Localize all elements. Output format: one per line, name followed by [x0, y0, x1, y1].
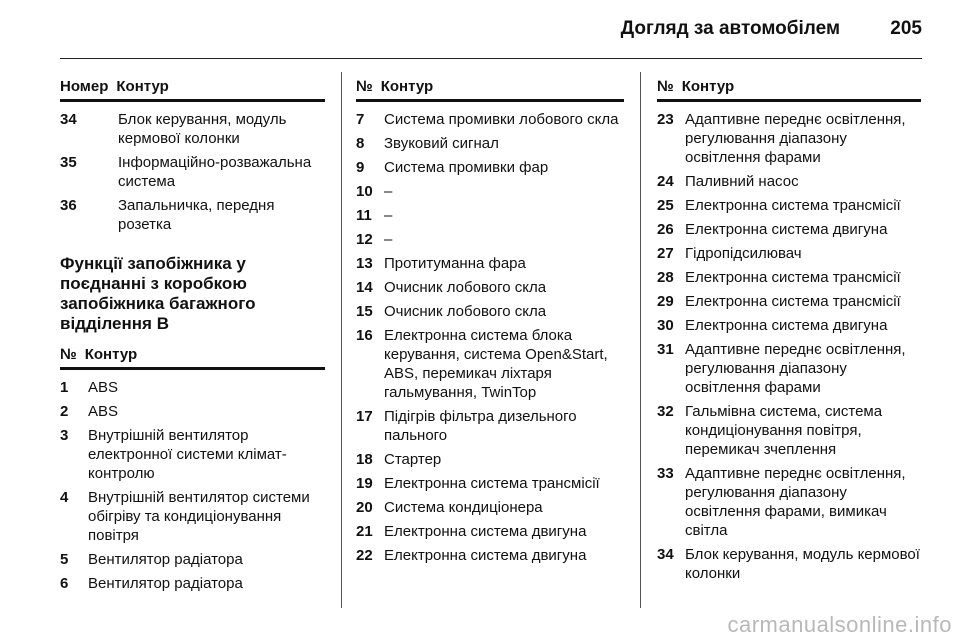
fuse-number: 4 [60, 489, 69, 506]
circuit-description: Очисник лобового скла [384, 303, 547, 320]
circuit-description: Інформаційно-розважальна система [118, 154, 312, 190]
column-1 [60, 78, 325, 598]
circuit-description: Протитуманна фара [384, 255, 526, 272]
fuse-number: 25 [657, 197, 674, 214]
table-header [60, 78, 325, 102]
circuit-description: – [384, 183, 393, 200]
fuse-number: 24 [657, 173, 674, 190]
circuit-description: Адаптивне переднє освітлення, регулювання діапазону освітлення фарами [685, 111, 906, 166]
table-row [60, 378, 325, 397]
circuit-description: Електронна система двигуна [384, 547, 587, 564]
column-2 [356, 78, 624, 570]
table-row [657, 110, 921, 167]
table-row [356, 407, 624, 445]
header-number: № [657, 78, 674, 95]
table-row [356, 450, 624, 469]
header-number: Номер [60, 78, 109, 95]
page-title: Догляд за автомобілем [620, 18, 840, 39]
circuit-description: Запальничка, передня розетка [118, 197, 275, 233]
fuse-number: 30 [657, 317, 674, 334]
circuit-description: Очисник лобового скла [384, 279, 547, 296]
watermark: carmanualsonline.info [727, 612, 952, 637]
fuse-number: 20 [356, 499, 373, 516]
circuit-description: Вентилятор радіатора [88, 575, 243, 592]
column-divider [640, 72, 641, 608]
table-row [657, 244, 921, 263]
fuse-number: 32 [657, 403, 674, 420]
fuse-number: 5 [60, 551, 69, 568]
table-row [657, 464, 921, 540]
fuse-number: 36 [60, 197, 77, 214]
circuit-description: Система промивки фар [384, 159, 549, 176]
circuit-description: Адаптивне переднє освітлення, регулювання діапазону освітлення фарами [685, 341, 906, 396]
table-row [356, 326, 624, 402]
fuse-number: 35 [60, 154, 77, 171]
table-row [657, 196, 921, 215]
fuse-number: 8 [356, 135, 365, 152]
fuse-number: 9 [356, 159, 365, 176]
circuit-description: Електронна система двигуна [685, 221, 888, 238]
circuit-description: Гідропідсилювач [685, 245, 802, 262]
circuit-description: Електронна система трансмісії [384, 475, 600, 492]
table-row [356, 546, 624, 565]
circuit-description: Електронна система трансмісії [685, 293, 901, 310]
fuse-number: 12 [356, 231, 373, 248]
fuse-number: 33 [657, 465, 674, 482]
fuse-number: 34 [657, 546, 674, 563]
page-number: 205 [890, 18, 922, 39]
fuse-number: 31 [657, 341, 674, 358]
table-row [60, 488, 325, 545]
fuse-number: 13 [356, 255, 373, 272]
circuit-description: Система промивки лобового скла [384, 111, 619, 128]
fuse-table-b [60, 378, 325, 593]
fuse-number: 14 [356, 279, 373, 296]
table-row [657, 545, 921, 583]
table-row [60, 426, 325, 483]
table-row [657, 316, 921, 335]
table-row [356, 522, 624, 541]
page-header [0, 0, 960, 60]
circuit-description: Система кондиціонера [384, 499, 543, 516]
fuse-number: 21 [356, 523, 373, 540]
table-header [60, 346, 325, 370]
table-row [60, 110, 325, 148]
column-3 [657, 78, 921, 588]
fuse-number: 1 [60, 379, 69, 396]
fuse-number: 15 [356, 303, 373, 320]
section-heading: Функції запобіжника у поєднанні з коробкою запобіжника багажного відділення B [60, 254, 256, 333]
fuse-number: 10 [356, 183, 373, 200]
fuse-number: 16 [356, 327, 373, 344]
table-row [60, 153, 325, 191]
circuit-description: Гальмівна система, система кондиціонування повітря, перемикач зчеплення [685, 403, 883, 458]
circuit-description: Електронна система трансмісії [685, 197, 901, 214]
header-circuit: Контур [116, 78, 169, 95]
table-row [60, 550, 325, 569]
fuse-number: 2 [60, 403, 69, 420]
header-circuit: Контур [84, 346, 138, 363]
fuse-number: 29 [657, 293, 674, 310]
fuse-number: 3 [60, 427, 69, 444]
fuse-number: 28 [657, 269, 674, 286]
circuit-description: – [384, 207, 393, 224]
fuse-number: 23 [657, 111, 674, 128]
table-row [657, 220, 921, 239]
fuse-table-d [657, 110, 921, 583]
circuit-description: Електронна система двигуна [685, 317, 888, 334]
table-row [356, 474, 624, 493]
table-row [356, 206, 624, 225]
fuse-number: 34 [60, 111, 77, 128]
circuit-description: ABS [88, 403, 119, 420]
column-divider [341, 72, 342, 608]
fuse-number: 7 [356, 111, 365, 128]
table-row [657, 268, 921, 287]
table-row [356, 182, 624, 201]
circuit-description: Електронна система двигуна [384, 523, 587, 540]
fuse-table-c [356, 110, 624, 565]
circuit-description: – [384, 231, 393, 248]
fuse-number: 18 [356, 451, 373, 468]
circuit-description: Блок керування, модуль кермової колонки [118, 111, 287, 147]
fuse-number: 11 [356, 207, 372, 224]
table-row [356, 498, 624, 517]
circuit-description: Внутрішній вентилятор електронної системи клімат-контролю [88, 427, 287, 482]
table-row [356, 230, 624, 249]
circuit-description: ABS [88, 379, 119, 396]
circuit-description: Звуковий сигнал [384, 135, 499, 152]
table-row [356, 110, 624, 129]
fuse-number: 6 [60, 575, 69, 592]
header-circuit: Контур [681, 78, 735, 95]
fuse-number: 19 [356, 475, 373, 492]
circuit-description: Стартер [384, 451, 442, 468]
circuit-description: Внутрішній вентилятор системи обігріву та кондиціонування повітря [88, 489, 310, 544]
circuit-description: Електронна система трансмісії [685, 269, 901, 286]
table-row [657, 340, 921, 397]
circuit-description: Паливний насос [685, 173, 799, 190]
header-rule [60, 58, 922, 59]
fuse-number: 26 [657, 221, 674, 238]
table-row [356, 278, 624, 297]
table-row [356, 302, 624, 321]
table-row [657, 292, 921, 311]
table-row [356, 254, 624, 273]
table-row [657, 402, 921, 459]
table-row [356, 158, 624, 177]
fuse-number: 27 [657, 245, 674, 262]
fuse-table-a [60, 110, 325, 234]
fuse-number: 22 [356, 547, 373, 564]
table-header [657, 78, 921, 102]
circuit-description: Адаптивне переднє освітлення, регулювання діапазону освітлення фарами, вимикач світла [685, 465, 906, 539]
circuit-description: Підігрів фільтра дизельного пального [384, 408, 577, 444]
table-row [60, 402, 325, 421]
header-number: № [60, 346, 77, 363]
table-header [356, 78, 624, 102]
circuit-description: Електронна система блока керування, система Open&Start, ABS, перемикач ліхтаря гальмування, TwinTop [384, 327, 608, 401]
table-row [657, 172, 921, 191]
circuit-description: Вентилятор радіатора [88, 551, 243, 568]
table-row [60, 196, 325, 234]
table-row [60, 574, 325, 593]
header-number: № [356, 78, 373, 95]
table-row [356, 134, 624, 153]
header-circuit: Контур [380, 78, 434, 95]
fuse-number: 17 [356, 408, 373, 425]
circuit-description: Блок керування, модуль кермової колонки [685, 546, 920, 582]
